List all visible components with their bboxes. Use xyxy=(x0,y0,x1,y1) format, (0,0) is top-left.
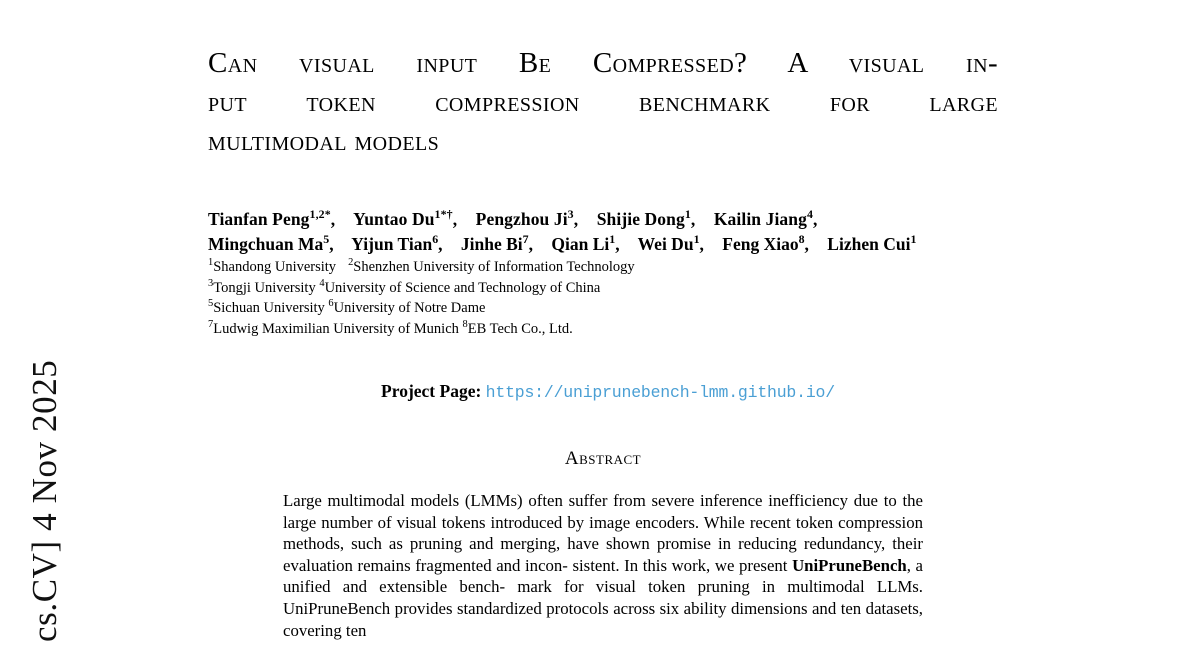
author-sep: , xyxy=(615,234,620,254)
author-sep: , xyxy=(329,234,334,254)
affiliation-text: Sichuan University xyxy=(213,300,325,316)
author-sup: 4 xyxy=(806,207,813,222)
affiliation-text: University of Notre Dame xyxy=(333,300,486,316)
author-sep: , xyxy=(528,234,533,254)
author-name: Kailin Jiang xyxy=(713,209,807,229)
arxiv-vertical-stamp xyxy=(0,0,90,648)
author-line-2 xyxy=(208,232,998,257)
abstract-line: Large multimodal models (LMMs) often suffer from severe inference inefficiency xyxy=(283,491,849,510)
author-sup: 1*† xyxy=(434,207,453,222)
affiliation-text: Shenzhen University of Information Technology xyxy=(353,259,635,275)
author-sep: , xyxy=(330,209,336,229)
abstract-line: promise in reducing redundancy, their evaluation remains fragmented and incon- xyxy=(283,534,923,575)
affiliation-line xyxy=(208,278,998,299)
author-name: Mingchuan Ma xyxy=(208,234,324,254)
affiliation-sup: 8 xyxy=(462,318,468,330)
author-sep: , xyxy=(804,234,809,254)
author-name: Pengzhou Ji xyxy=(475,209,568,229)
author-sup: 8 xyxy=(798,232,805,247)
abstract-heading: Abstract xyxy=(564,448,642,469)
abstract-line: mark for visual token pruning in multimodal LLMs. UniPruneBench provides xyxy=(283,577,923,618)
abstract-text xyxy=(283,490,923,641)
author-line-1 xyxy=(208,207,998,232)
author-name: Shijie Dong xyxy=(596,209,685,229)
author-sep: , xyxy=(438,234,443,254)
abstract-line: standardized protocols across six ability dimensions and ten datasets, covering ten xyxy=(283,598,923,640)
author-name: Qian Li xyxy=(551,234,610,254)
title-line-1: Can visual input Be Compressed? A visual in- xyxy=(208,47,998,79)
abstract-line: sistent. In this work, we present xyxy=(572,555,793,575)
author-sep: , xyxy=(813,209,818,229)
affiliation-sup: 7 xyxy=(208,318,214,330)
author-name: Yuntao Du xyxy=(353,209,435,229)
abstract-line: , a unified and extensible bench- xyxy=(283,555,923,597)
paper-content xyxy=(208,0,998,648)
page-title xyxy=(208,44,998,161)
author-sup: 1 xyxy=(910,232,917,247)
affiliation-text: Tongji University xyxy=(213,279,316,296)
affiliation-sup: 4 xyxy=(319,277,325,289)
project-page-link[interactable]: https://uniprunebench-lmm.github.io/ xyxy=(485,383,835,402)
author-name: Wei Du xyxy=(637,234,694,254)
arxiv-stamp-text: cs.CV] 4 Nov 2025 xyxy=(25,359,64,642)
affiliation-text: University of Science and Technology of China xyxy=(324,279,601,296)
author-name: Feng Xiao xyxy=(722,234,799,254)
affiliation-list xyxy=(208,257,998,339)
author-sep: , xyxy=(699,234,704,254)
author-sup: 5 xyxy=(323,232,330,247)
author-name: Tianfan Peng xyxy=(208,209,310,229)
abstract-line: due to the large number of visual tokens introduced by image encoders. While xyxy=(283,491,923,532)
author-sup: 3 xyxy=(567,207,574,222)
author-name: Lizhen Cui xyxy=(827,234,911,254)
author-name: Jinhe Bi xyxy=(460,234,523,254)
author-list xyxy=(208,207,998,339)
affiliation-sup: 1 xyxy=(208,257,214,269)
affiliation-sup: 6 xyxy=(328,298,334,310)
affiliation-text: EB Tech Co., Ltd. xyxy=(467,320,573,337)
project-page-line xyxy=(208,381,998,402)
author-sup: 6 xyxy=(432,232,439,247)
author-sep: , xyxy=(452,209,458,229)
author-sup: 7 xyxy=(522,232,529,247)
affiliation-line xyxy=(208,257,998,278)
affiliation-text: Shandong University xyxy=(213,259,337,275)
affiliation-line xyxy=(208,298,998,319)
abstract-bold-term: UniPruneBench xyxy=(792,555,907,575)
abstract-line: recent token compression methods, such as pruning and merging, have shown xyxy=(283,512,923,554)
author-name: Yijun Tian xyxy=(351,234,433,254)
project-page-label: Project Page: xyxy=(381,381,482,401)
author-sup: 1 xyxy=(609,232,616,247)
author-sup: 1 xyxy=(684,207,691,222)
affiliation-sup: 2 xyxy=(348,257,354,269)
affiliation-sup: 3 xyxy=(208,277,214,289)
affiliation-sup: 5 xyxy=(208,298,214,310)
title-line-3: multimodal models xyxy=(208,125,440,157)
affiliation-text: Ludwig Maximilian University of Munich xyxy=(213,320,459,337)
title-line-2: put token compression benchmark for large xyxy=(208,86,998,118)
affiliation-line xyxy=(208,319,998,340)
author-sup: 1 xyxy=(693,232,700,247)
author-sep: , xyxy=(690,209,696,229)
author-sup: 1,2* xyxy=(309,207,331,222)
author-sep: , xyxy=(573,209,579,229)
